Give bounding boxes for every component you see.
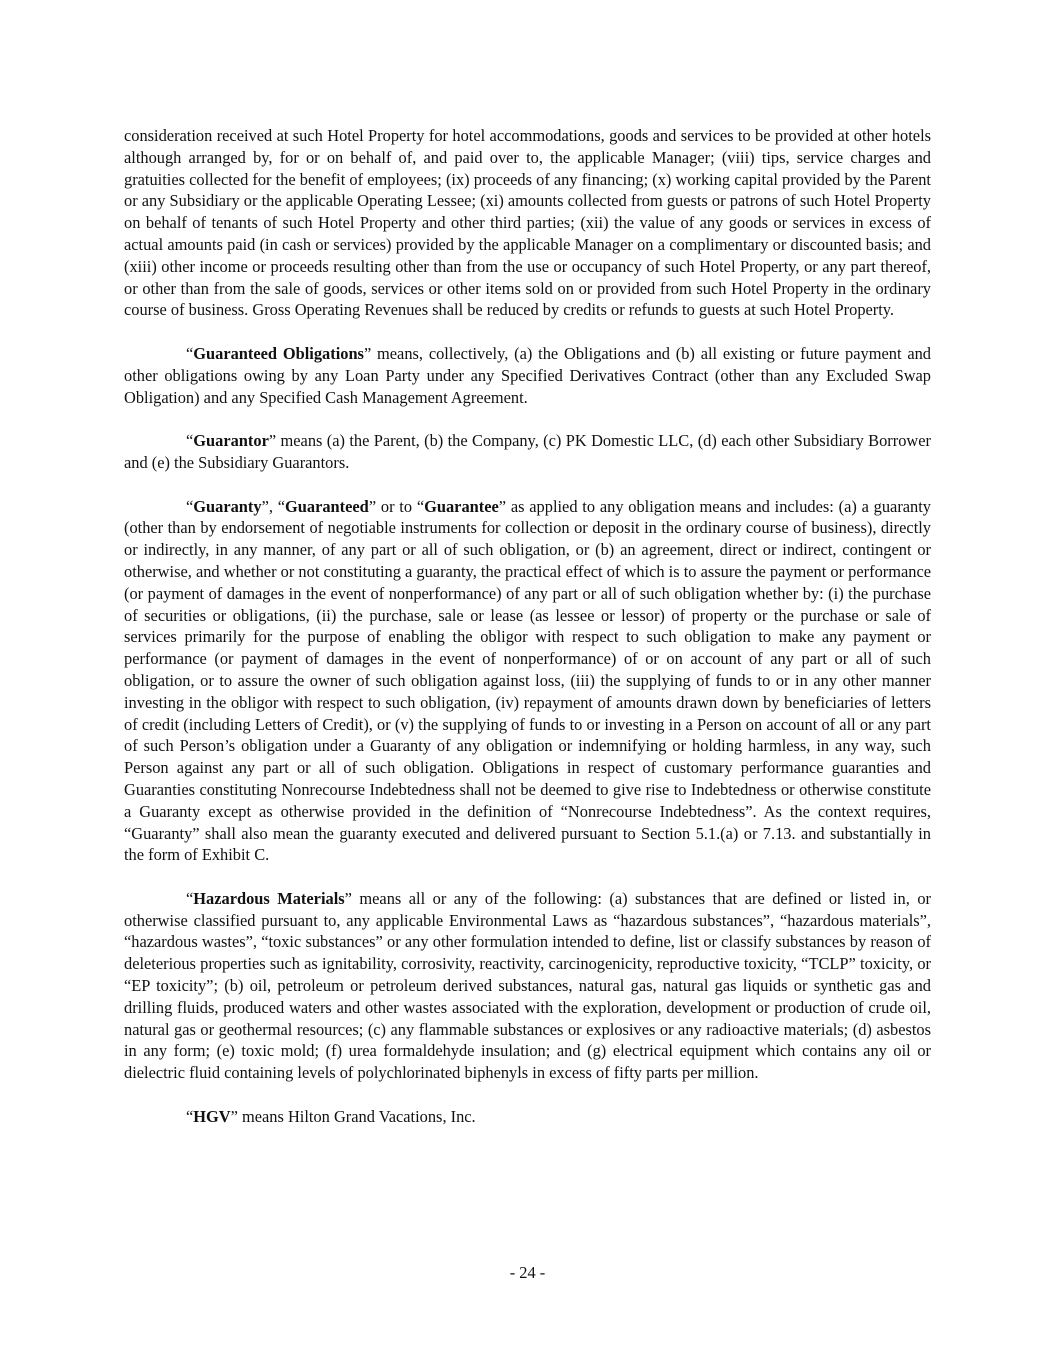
open-quote: “ — [186, 496, 194, 516]
term-separator: ”, “ — [261, 496, 286, 516]
page-number: - 24 - — [509, 1263, 546, 1282]
defined-term: Guaranteed — [285, 496, 369, 516]
defined-term: Guarantor — [193, 431, 269, 451]
definition-text: ” as applied to any obligation means and includes: (a) a guaranty (other than by endorsement of negotiable instruments for collection or deposit in the ordinary course of business), directly or indirectly, in any manner, of any part or all of such obligation, or (b) an agreement, direct or indirect, contingent or otherwise, and whether or not constituting a guaranty, the practical effect of which is to assure the payment or performance (or payment of damages in the event of nonperformance) of any part or all of such obligation whether by: (i) the purchase of securities or obligations, (ii) the purchase, sale or lease (as lessee or lessor) of property or the purchase or sale of services primarily for the purpose of enabling the obligor with respect to such obligation to make any payment or performance (or payment of damages in the event of nonperformance) of or on account of any part or all of such obligation, or to assure the owner of such obligation against loss, (iii) the supplying of funds to or in any other manner investing in the obligor with respect to such obligation, (iv) repayment of amounts drawn down by beneficiaries of letters of credit (including Letters of Credit), or (v) the supplying of funds to or investing in a Person on account of all or any part of such Person’s obligation under a Guaranty of any obligation or indemnifying or holding harmless, in any way, such Person against any part or all of such obligation. Obligations in respect of customary performance guaranties and Guaranties constituting Nonrecourse Indebtedness shall not be deemed to give rise to Indebtedness or otherwise constitute a Guaranty except as otherwise provided in the definition of “Nonrecourse Indebtedness”. As the context requires, “Guaranty” shall also mean the guaranty executed and delivered pursuant to Section 5.1.(a) or 7.13. and substantially in the form of Exhibit C. — [124, 496, 931, 865]
definition-guaranty — [124, 496, 931, 867]
definition-text: ” means all or any of the following: (a) substances that are defined or listed in, or otherwise classified pursuant to, any applicable Environmental Laws as “hazardous substances”, “hazardous materials”, “hazardous wastes”, “toxic substances” or any other formulation intended to define, list or classify substances by reason of deleterious properties such as ignitability, corrosivity, reactivity, carcinogenicity, reproductive toxicity, “TCLP” toxicity, or “EP toxicity”; (b) oil, petroleum or petroleum derived substances, natural gas, natural gas liquids or synthetic gas and drilling fluids, produced waters and other wastes associated with the exploration, development or production of crude oil, natural gas or geothermal resources; (c) any flammable substances or explosives or any radioactive materials; (d) asbestos in any form; (e) toxic mold; (f) urea formaldehyde insulation; and (g) electrical equipment which contains any oil or dielectric fluid containing levels of polychlorinated biphenyls in excess of fifty parts per million. — [124, 888, 931, 1083]
definition-text: ” means, collectively, (a) the Obligations and (b) all existing or future payment and other obligations owing by any Loan Party under any Specified Derivatives Contract (other than any Excluded Swap Obligation) and any Specified Cash Management Agreement. — [124, 343, 931, 407]
definition-hgv — [124, 1106, 931, 1128]
defined-term: Guaranty — [193, 496, 262, 516]
document-page — [124, 125, 931, 1149]
open-quote: “ — [186, 1106, 194, 1126]
definition-hazardous-materials — [124, 888, 931, 1084]
definition-guarantor — [124, 430, 931, 474]
definition-guaranteed-obligations — [124, 343, 931, 408]
definition-text: ” means (a) the Parent, (b) the Company, (c) PK Domestic LLC, (d) each other Subsidiary Borrower and (e) the Subsidiary Guarantors. — [124, 431, 931, 472]
paragraph-gross-operating-revenues-continued: consideration received at such Hotel Property for hotel accommodations, goods and services to be provided at other hotels although arranged by, for or on behalf of, and paid over to, the applicable Manager; (viii) tips, service charges and gratuities collected for the benefit of employees; (ix) proceeds of any financing; (x) working capital provided by the Parent or any Subsidiary or the applicable Operating Lessee; (xi) amounts collected from guests or patrons of such Hotel Property on behalf of tenants of such Hotel Property and other third parties; (xii) the value of any goods or services in excess of actual amounts paid (in cash or services) provided by the applicable Manager on a complimentary or discounted basis; and (xiii) other income or proceeds resulting other than from the use or occupancy of such Hotel Property, or any part thereof, or other than from the sale of goods, services or other items sold on or provided from such Hotel Property in the ordinary course of business. Gross Operating Revenues shall be reduced by credits or refunds to guests at such Hotel Property. — [124, 126, 931, 320]
term-separator: ” or to “ — [368, 496, 425, 516]
defined-term: Guarantee — [424, 496, 499, 516]
open-quote: “ — [186, 343, 194, 363]
definition-text: ” means Hilton Grand Vacations, Inc. — [230, 1106, 476, 1126]
open-quote: “ — [186, 888, 194, 908]
defined-term: Hazardous Materials — [193, 888, 345, 908]
defined-term: HGV — [193, 1106, 231, 1126]
defined-term: Guaranteed Obligations — [193, 343, 364, 363]
open-quote: “ — [186, 431, 194, 451]
